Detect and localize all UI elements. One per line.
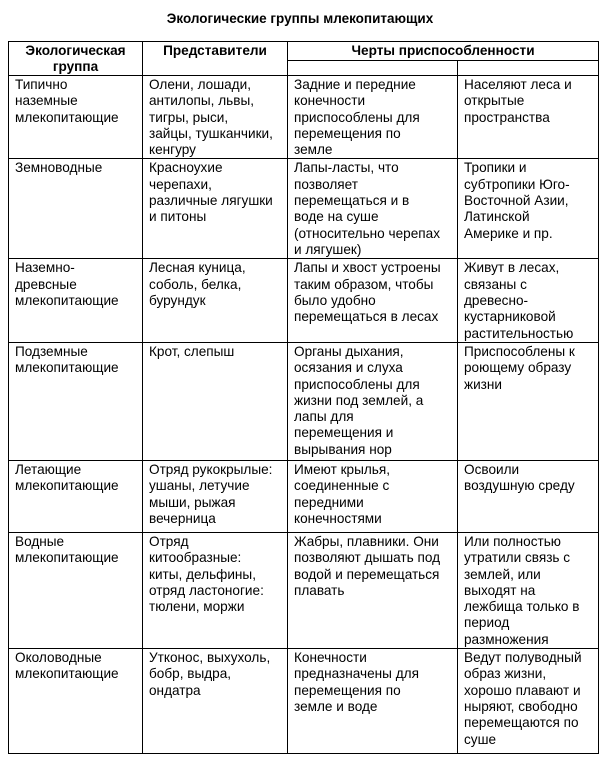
table-row — [9, 159, 599, 259]
cell-habitat: Приспособлены к роющему образу жизни — [458, 342, 599, 460]
cell-reps: Утконос, выхухоль, бобр, выдра, ондатра — [143, 649, 288, 754]
cell-habitat: Ведут полуводный образ жизни, хорошо плавают и ныряют, свободно перемещаются по суше — [458, 649, 599, 754]
cell-adapt: Жабры, плавники. Они позволяют дышать под водой и перемещаться плавать — [288, 532, 458, 648]
header-representatives: Представители — [143, 42, 288, 76]
cell-reps: Крот, слепыш — [143, 342, 288, 460]
cell-reps: Лесная куница, соболь, белка, бурундук — [143, 259, 288, 342]
cell-reps: Отряд рукокрылые: ушаны, летучие мыши, рыжая вечерница — [143, 460, 288, 532]
cell-group: Водные млекопитающие — [9, 532, 143, 648]
cell-reps: Отряд китообразные: киты, дельфины, отряд ластоногие: тюлени, моржи — [143, 532, 288, 648]
cell-group: Земноводные — [9, 159, 143, 259]
cell-reps: Красноухие черепахи, различные лягушки и питоны — [143, 159, 288, 259]
cell-adapt: Органы дыхания, осязания и слуха приспособлены для жизни под землей, а лапы для перемещения и вырывания нор — [288, 342, 458, 460]
ecological-groups-table — [8, 41, 599, 754]
page-title: Экологические группы млекопитающих — [166, 11, 434, 26]
cell-adapt: Лапы-ласты, что позволяет перемещаться и в воде на суше (относительно черепах и лягушек) — [288, 159, 458, 259]
cell-adapt: Лапы и хвост устроены таким образом, чтобы было удобно перемещаться в лесах — [288, 259, 458, 342]
cell-group: Наземно- древсные млекопитающие — [9, 259, 143, 342]
cell-group: Типично наземные млекопитающие — [9, 76, 143, 159]
cell-habitat: Освоили воздушную среду — [458, 460, 599, 532]
cell-habitat: Живут в лесах, связаны с древесно- кустарниковой растительностью — [458, 259, 599, 342]
cell-group: Околоводные млекопитающие — [9, 649, 143, 754]
cell-habitat: Тропики и субтропики Юго- Восточной Азии, Латинской Америке и пр. — [458, 159, 599, 259]
cell-group: Подземные млекопитающие — [9, 342, 143, 460]
header-group: Экологическая группа — [9, 42, 143, 76]
header-features-sub-1 — [288, 60, 458, 75]
cell-habitat: Или полностью утратили связь с землей, или выходят на лежбища только в период размножения — [458, 532, 599, 648]
header-features: Черты приспособленности — [288, 42, 599, 61]
table-row — [9, 342, 599, 460]
table-row — [9, 649, 599, 754]
cell-group: Летающие млекопитающие — [9, 460, 143, 532]
cell-adapt: Конечности предназначены для перемещения по земле и воде — [288, 649, 458, 754]
table-row — [9, 460, 599, 532]
cell-reps: Олени, лошади, антилопы, львы, тигры, рыси, зайцы, тушканчики, кенгуру — [143, 76, 288, 159]
table-row — [9, 532, 599, 648]
cell-habitat: Населяют леса и открытые пространства — [458, 76, 599, 159]
cell-adapt: Задние и передние конечности приспособлены для перемещения по земле — [288, 76, 458, 159]
table-row — [9, 76, 599, 159]
table-row — [9, 259, 599, 342]
header-features-sub-2 — [458, 60, 599, 75]
cell-adapt: Имеют крылья, соединенные с передними конечностями — [288, 460, 458, 532]
